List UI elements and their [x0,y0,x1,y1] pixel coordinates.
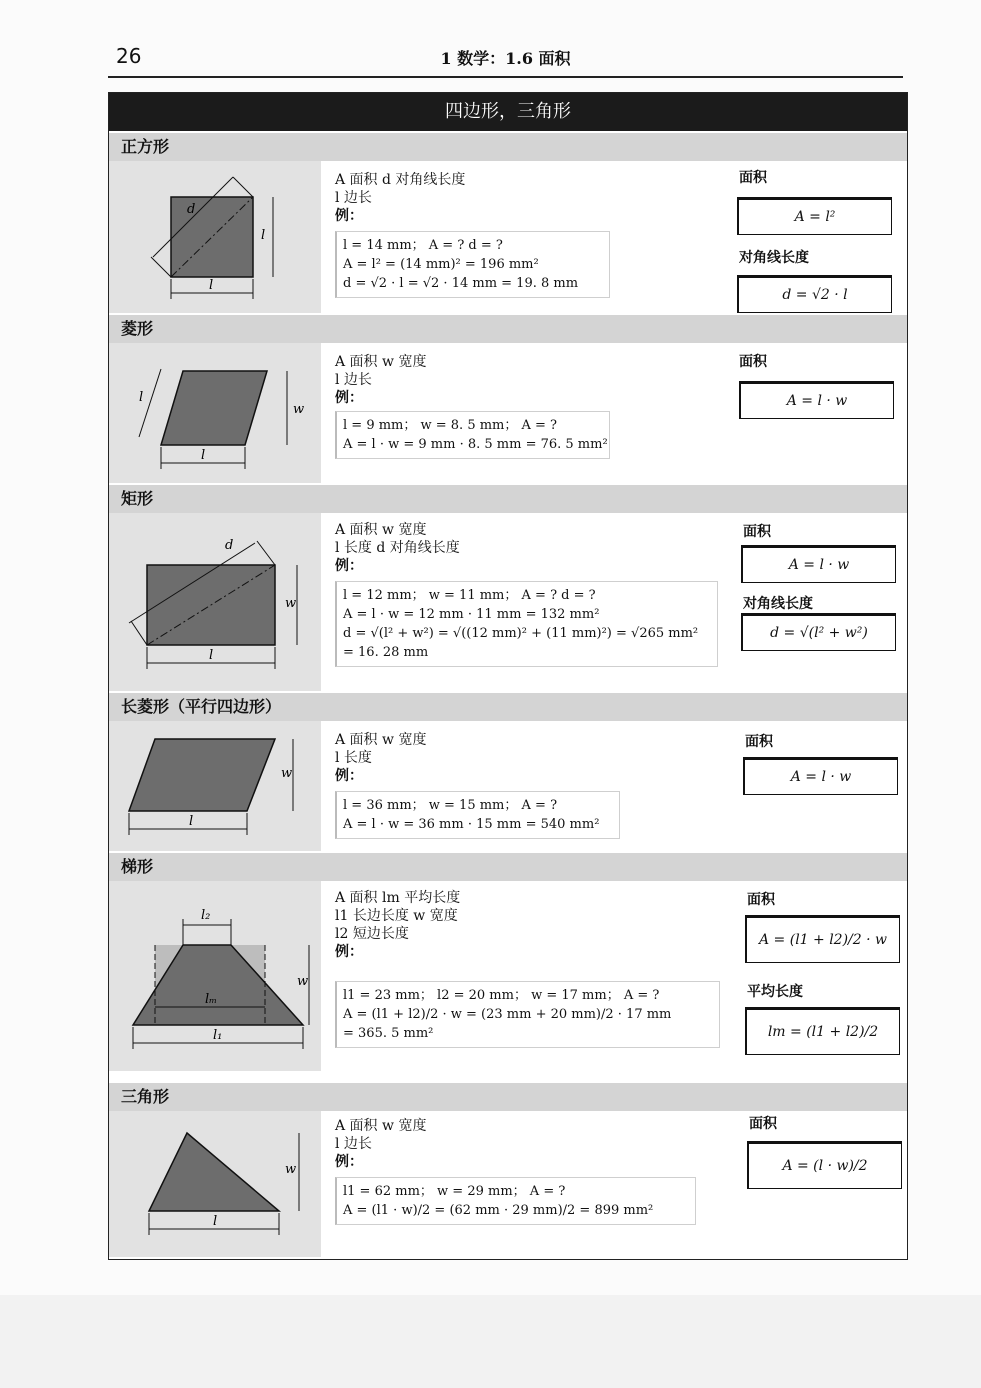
formula-box: A = l² [737,197,892,235]
svg-text:l₂: l₂ [201,908,211,923]
example-box: l = 14 mm； A = ? d = ? A = l² = (14 mm)² = 196 mm² d = √2 · l = √2 · 14 mm = 19. 8 mm [335,231,610,298]
triangle-figure [109,1111,321,1257]
formula-box: A = (l1 + l2)/2 · w [745,915,900,963]
variable-legend: A 面积 d 对角线长度 l 边长 例： [335,172,466,224]
svg-text:w: w [281,766,293,781]
formula-label: 面积 [745,734,773,750]
section-heading: 矩形 [109,485,907,513]
formula-box: A = (l · w)/2 [747,1141,902,1189]
svg-text:l: l [201,448,206,463]
rhombus-figure [109,343,321,483]
page-number: 26 [116,44,142,68]
svg-text:d: d [225,538,234,553]
formula-label: 面积 [743,524,771,540]
svg-text:lₘ: lₘ [205,992,218,1007]
svg-text:w: w [293,402,305,417]
formula-box: A = l · w [741,545,896,583]
svg-text:l: l [209,648,214,663]
table-title: 四边形，三角形 [109,93,907,131]
section-heading: 梯形 [109,853,907,881]
svg-text:l: l [261,228,266,243]
svg-text:l: l [213,1214,218,1229]
example-box: l = 36 mm； w = 15 mm； A = ? A = l · w = 36 mm · 15 mm = 540 mm² [335,791,620,839]
variable-legend: A 面积 w 宽度 l 边长 例： [335,354,427,406]
svg-text:l: l [139,390,144,405]
section-heading: 正方形 [109,133,907,161]
formula-table [108,92,908,1260]
parallelogram-figure [109,721,321,851]
formula-label: 平均长度 [747,984,803,1000]
svg-text:w: w [297,974,309,989]
example-box: l = 9 mm； w = 8. 5 mm； A = ? A = l · w = 9 mm · 8. 5 mm = 76. 5 mm² [335,411,610,459]
formula-box: lm = (l1 + l2)/2 [745,1007,900,1055]
formula-box: A = l · w [743,757,898,795]
formula-label: 面积 [749,1116,777,1132]
label-l: l [209,278,214,293]
page-header [108,40,903,78]
svg-text:d: d [187,202,196,217]
variable-legend: A 面积 lm 平均长度 l1 长边长度 w 宽度 l2 短边长度 例： [335,890,461,960]
svg-text:l₁: l₁ [213,1028,223,1043]
svg-text:w: w [285,1162,297,1177]
formula-label: 面积 [747,892,775,908]
chapter-title: 1 数学：1.6 面积 [440,49,571,68]
variable-legend: A 面积 w 宽度 l 长度 d 对角线长度 例： [335,522,460,574]
variable-legend: A 面积 w 宽度 l 边长 例： [335,1118,427,1170]
formula-label: 对角线长度 [739,250,809,266]
formula-box: d = √2 · l [737,275,892,313]
section-heading: 长菱形（平行四边形） [109,693,907,721]
example-box: l1 = 23 mm； l2 = 20 mm； w = 17 mm； A = ? A = (l1 + l2)/2 · w = (23 mm + 20 mm)/2 · 17 mm = 365. 5 mm² [335,981,720,1048]
section-heading: 三角形 [109,1083,907,1111]
formula-label: 面积 [739,354,767,370]
formula-label: 面积 [739,170,767,186]
svg-text:l: l [189,814,194,829]
rectangle-figure [109,513,321,691]
section-heading: 菱形 [109,315,907,343]
variable-legend: A 面积 w 宽度 l 长度 例： [335,732,427,784]
square-figure [109,161,321,313]
formula-label: 对角线长度 [743,596,813,612]
formula-box: d = √(l² + w²) [741,613,896,651]
trapezoid-figure [109,881,321,1071]
example-box: l1 = 62 mm； w = 29 mm； A = ? A = (l1 · w)/2 = (62 mm · 29 mm)/2 = 899 mm² [335,1177,696,1225]
example-box: l = 12 mm； w = 11 mm； A = ? d = ? A = l · w = 12 mm · 11 mm = 132 mm² d = √(l² + w²) = √((12 mm)² + (11 mm)²) = √265 mm² = 16. 28 mm [335,581,718,667]
svg-text:w: w [285,596,297,611]
formula-box: A = l · w [739,381,894,419]
